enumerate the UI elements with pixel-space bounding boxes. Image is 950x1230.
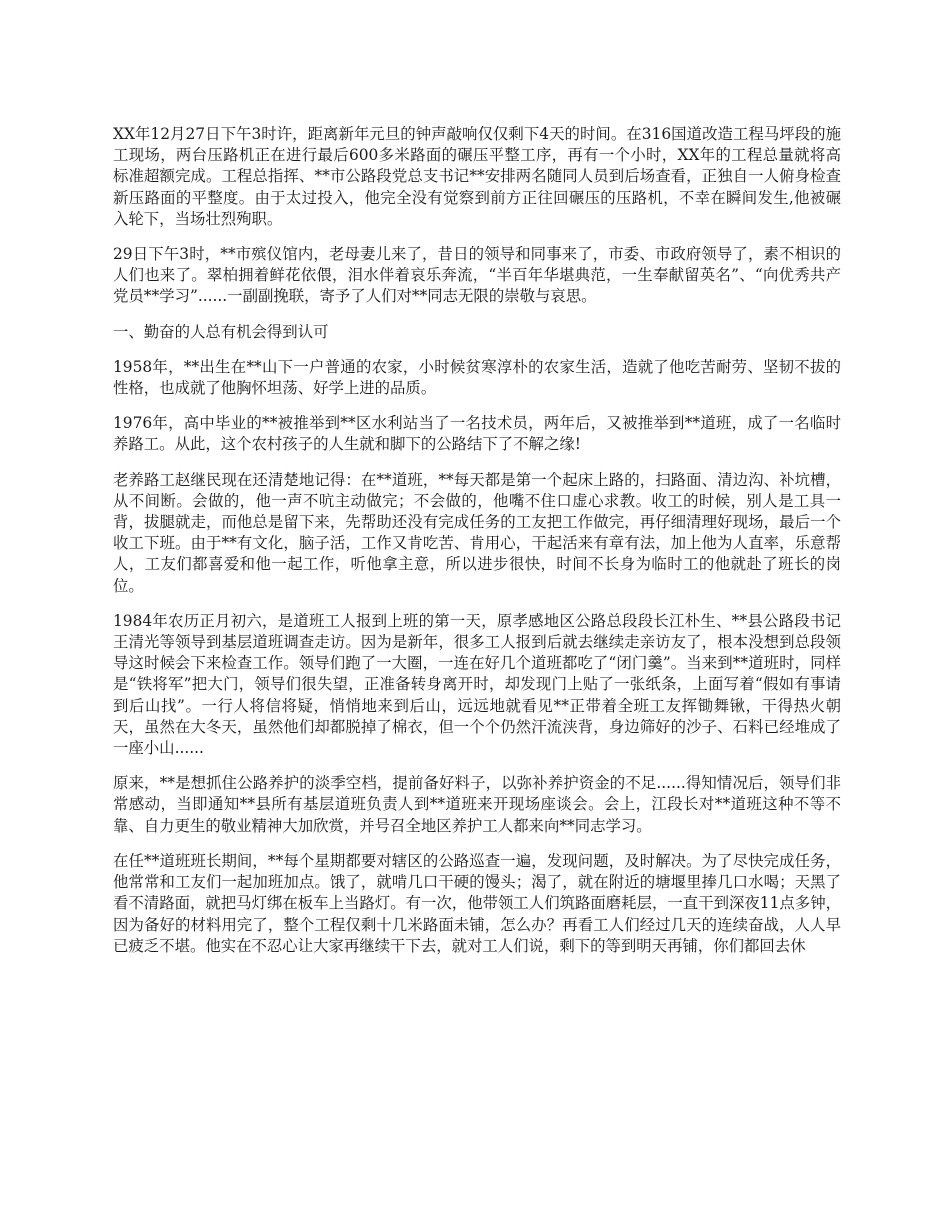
- paragraph-7: 原来，**是想抓住公路养护的淡季空档，提前备好料子，以弥补养护资金的不足......得知情况后，领导们非常感动，当即通知**县所有基层道班负责人到**道班来开现场座谈会。会上，江段长对**道班这种不等不靠、自力更生的敬业精神大加欣赏，并号召全地区养护工人都来向**同志学习。: [113, 774, 841, 835]
- paragraph-8: 在任**道班班长期间，**每个星期都要对辖区的公路巡查一遍，发现问题，及时解决。为了尽快完成任务，他常常和工友们一起加班加点。饿了，就啃几口干硬的馒头；渴了，就在附近的塘堰里捧几口水喝；天黑了看不清路面，就把马灯绑在板车上当路灯。有一次，他带领工人们筑路面磨耗层，一直干到深夜11点多钟，因为备好的材料用完了，整个工程仅剩十几米路面未铺，怎么办？再看工人们经过几天的连续奋战，人人早已疲乏不堪。他实在不忍心让大家再继续干下去，就对工人们说，剩下的等到明天再铺，你们都回去休: [113, 851, 841, 955]
- paragraph-1: XX年12月27日下午3时许，距离新年元旦的钟声敲响仅仅剩下4天的时间。在316国道改造工程马坪段的施工现场，两台压路机正在进行最后600多米路面的碾压平整工序，再有一个小时，XX年的工程总量就将高标准超额完成。工程总指挥、**市公路段党总支书记**安排两名随同人员到后场查看，正独自一人俯身检查新压路面的平整度。由于太过投入，他完全没有觉察到前方正往回碾压的压路机，不幸在瞬间发生,他被碾入轮下，当场壮烈殉职。: [113, 125, 841, 228]
- section-heading: 一、勤奋的人总有机会得到认可: [113, 322, 329, 341]
- paragraph-5: 老养路工赵继民现在还清楚地记得：在**道班，**每天都是第一个起床上路的，扫路面、清边沟、补坑槽，从不间断。会做的，他一声不吭主动做完；不会做的，他嘴不住口虚心求教。收工的时候，别人是工具一背，拔腿就走，而他总是留下来，先帮助还没有完成任务的工友把工作做完，再仔细清理好现场，最后一个收工下班。由于**有文化，脑子活，工作又肯吃苦、肯用心，干起活来有章有法，加上他为人直率，乐意帮人，工友们都喜爱和他一起工作，听他拿主意，所以进步很快，时间不长身为临时工的他就赴了班长的岗位。: [113, 470, 841, 595]
- document-body: [113, 124, 841, 971]
- paragraph-6: 1984年农历正月初六，是道班工人报到上班的第一天，原孝感地区公路总段段长江朴生、**县公路段书记王清光等领导到基层道班调查走访。因为是新年，很多工人报到后就去继续走亲访友了，根本没想到总段领导这时候会下来检查工作。领导们跑了一大圈，一连在好几个道班都吃了“闭门羹”。当来到**道班时，同样是“铁将军”把大门，领导们很失望，正准备转身离开时，却发现门上贴了一张纸条，上面写着“假如有事请到后山找”。一行人将信将疑，悄悄地来到后山，远远地就看见**正带着全班工友挥锄舞锹，干得热火朝天，虽然在大冬天，虽然他们却都脱掉了棉衣，但一个个仍然汗流浃背，身边筛好的沙子、石料已经堆成了一座小山......: [113, 611, 841, 758]
- paragraph-2: 29日下午3时，**市殡仪馆内，老母妻儿来了，昔日的领导和同事来了，市委、市政府领导了，素不相识的人们也来了。翠柏拥着鲜花依偎，泪水伴着哀乐奔流，“半百年华堪典范，一生奉献留英名”、“向优秀共产党员**学习”......一副副挽联，寄予了人们对**同志无限的崇敬与哀思。: [113, 245, 841, 306]
- paragraph-4: 1976年，高中毕业的**被推举到**区水利站当了一名技术员，两年后，又被推举到**道班，成了一名临时养路工。从此，这个农村孩子的人生就和脚下的公路结下了不解之缘!: [113, 414, 841, 454]
- paragraph-3: 1958年，**出生在**山下一户普通的农家，小时候贫寒淳朴的农家生活，造就了他吃苦耐劳、坚韧不拔的性格，也成就了他胸怀坦荡、好学上进的品质。: [113, 357, 841, 398]
